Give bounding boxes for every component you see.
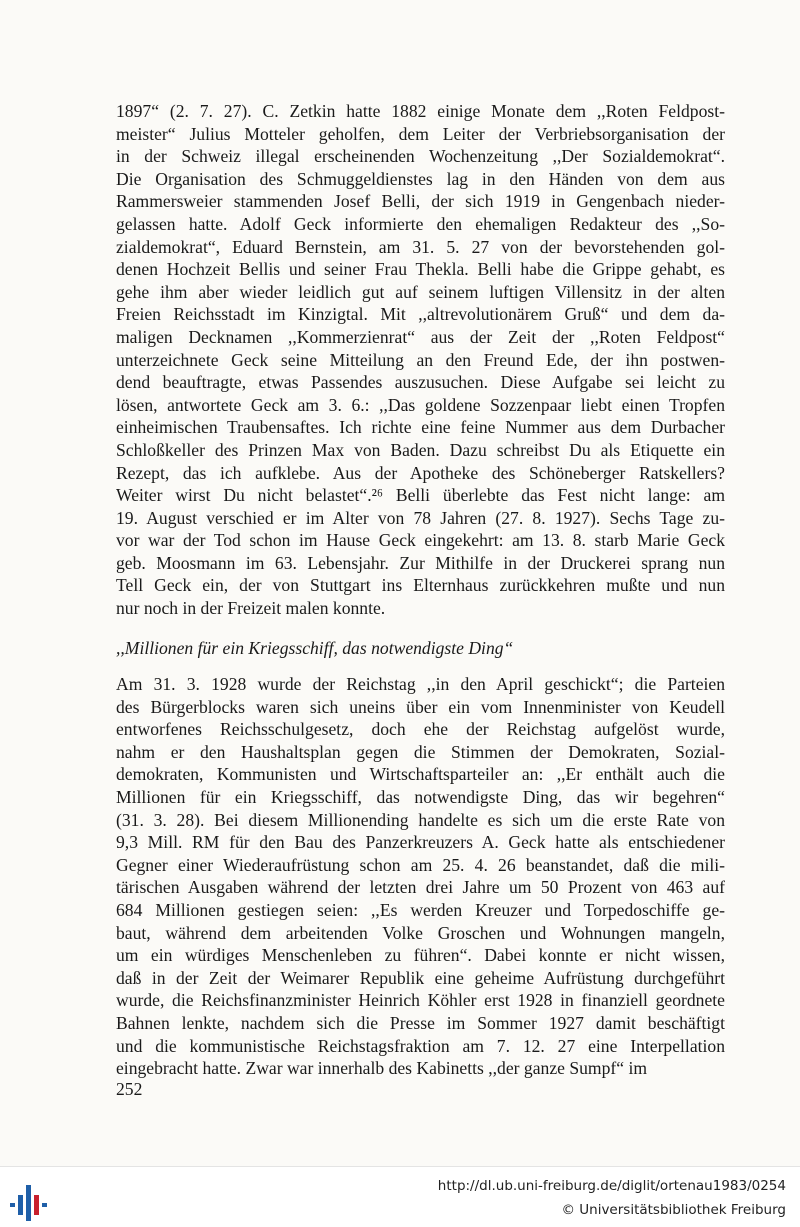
footer-url-link[interactable]: http://dl.ub.uni-freiburg.de/diglit/ortenau1983/0254 xyxy=(437,1178,786,1194)
text-line: 9,3 Mill. RM für den Bau des Panzerkreuzers A. Geck hatte als entschiedener xyxy=(116,832,725,853)
text-line: baut, während dem arbeitenden Volke Groschen und Wohnungen mangeln, xyxy=(116,922,725,943)
text-line: um ein würdiges Menschenleben zu führen“. Dabei konnte er nicht wissen, xyxy=(116,945,725,966)
text-line: Rammersweier stammenden Josef Belli, der sich 1919 in Gengenbach nieder- xyxy=(116,191,725,212)
text-line: nur noch in der Freizeit malen konnte. xyxy=(116,598,386,619)
text-line: Tell Geck ein, der von Stuttgart ins Elternhaus zurückkehren mußte und nun xyxy=(116,575,725,596)
text-line: dend beauftragte, etwas Passendes auszusuchen. Diese Aufgabe sei leicht zu xyxy=(116,372,725,393)
footer-credit: © Universitätsbibliothek Freiburg xyxy=(561,1202,786,1218)
text-line: tärischen Ausgaben während der letzten drei Jahre um 50 Prozent von 463 auf xyxy=(116,877,725,898)
text-line: meister“ Julius Motteler geholfen, dem Leiter der Verbriebsorganisation der xyxy=(116,123,725,144)
text-line: maligen Decknamen ,,Kommerzienrat“ aus der Zeit der ,,Roten Feldpost“ xyxy=(116,326,725,347)
text-line: entworfenes Reichsschulgesetz, doch ehe der Reichstag aufgelöst wurde, xyxy=(116,719,725,740)
text-line: in der Schweiz illegal erscheinenden Wochenzeitung ,,Der Sozialdemokrat“. xyxy=(116,146,725,167)
text-line: 19. August verschied er im Alter von 78 Jahren (27. 8. 1927). Sechs Tage zu- xyxy=(116,507,725,528)
text-line: Millionen für ein Kriegsschiff, das notwendigste Ding, das wir begehren“ xyxy=(116,786,725,807)
text-line: 684 Millionen gestiegen seien: ,,Es werden Kreuzer und Torpedoschiffe ge- xyxy=(116,899,725,920)
text-line: des Bürgerblocks waren sich uneins über ein vom Innenminister von Keudell xyxy=(116,696,725,717)
text-line: Freien Reichsstadt im Kinzigtal. Mit ,,altrevolutionärem Gruß“ und dem da- xyxy=(116,304,725,325)
text-line: Die Organisation des Schmuggeldienstes lag in den Händen von dem aus xyxy=(116,168,725,189)
text-line: Am 31. 3. 1928 wurde der Reichstag ,,in den April geschickt“; die Parteien xyxy=(116,674,725,694)
section-heading: ,,Millionen für ein Kriegsschiff, das notwendigste Ding“ xyxy=(116,638,514,658)
text-line: wurde, die Reichsfinanzminister Heinrich Köhler erst 1928 in finanziell geordnete xyxy=(116,990,725,1011)
text-line: nahm er den Haushaltsplan gegen die Stimmen der Demokraten, Sozial- xyxy=(116,741,725,762)
text-line: (31. 3. 28). Bei diesem Millionending handelte es sich um die erste Rate von xyxy=(116,809,725,830)
page-number: 252 xyxy=(116,1079,143,1099)
text-line: lösen, antwortete Geck am 3. 6.: ,,Das goldene Sozzenpaar liebt einen Tropfen xyxy=(116,394,725,415)
text-line: Gegner einer Wiederaufrüstung schon am 25. 4. 26 beanstandet, daß die mili- xyxy=(116,854,725,875)
ub-freiburg-logo-icon xyxy=(8,1183,54,1223)
text-line: daß in der Zeit der Weimarer Republik eine geheime Aufrüstung durchgeführt xyxy=(116,967,725,988)
text-line: demokraten, Kommunisten und Wirtschaftsparteiler an: ,,Er enthält auch die xyxy=(116,764,725,785)
footer-bar xyxy=(0,1166,800,1227)
text-line: Weiter wirst Du nicht belastet“.²⁶ Belli überlebte das Fest nicht lange: am xyxy=(116,485,725,506)
text-line: denen Hochzeit Bellis und seiner Frau Thekla. Belli habe die Grippe gehabt, es xyxy=(116,259,725,280)
text-line: Bahnen lenkte, nachdem sich die Presse im Sommer 1927 damit beschäftigt xyxy=(116,1012,725,1033)
text-line: zialdemokrat“, Eduard Bernstein, am 31. 5. 27 von der bevorstehenden gol- xyxy=(116,236,725,257)
paragraph-1 xyxy=(116,100,725,620)
text-line: und die kommunistische Reichstagsfraktion am 7. 12. 27 eine Interpellation xyxy=(116,1035,725,1056)
text-line: Schloßkeller des Prinzen Max von Baden. Dazu schreibst Du als Etiquette ein xyxy=(116,439,725,460)
text-line: geb. Moosmann im 63. Lebensjahr. Zur Mithilfe in der Druckerei sprang nun xyxy=(116,552,725,573)
paragraph-2 xyxy=(116,673,725,1080)
text-line: vor war der Tod schon im Hause Geck eingekehrt: am 13. 8. starb Marie Geck xyxy=(116,530,725,551)
text-line: eingebracht hatte. Zwar war innerhalb des Kabinetts ,,der ganze Sumpf“ im xyxy=(116,1058,648,1079)
text-line: Rezept, das ich aufklebe. Aus der Apotheke des Schöneberger Ratskellers? xyxy=(116,462,725,483)
text-line: einheimischen Traubensaftes. Ich richte eine feine Nummer aus dem Durbacher xyxy=(116,417,725,438)
text-line: gehe ihm aber wieder leidlich gut auf seinem luftigen Villensitz in der alten xyxy=(116,281,725,302)
text-line: 1897“ (2. 7. 27). C. Zetkin hatte 1882 einige Monate dem ,,Roten Feldpost- xyxy=(116,101,725,121)
text-line: gelassen hatte. Adolf Geck informierte den ehemaligen Redakteur des ,,So- xyxy=(116,213,725,234)
text-line: unterzeichnete Geck seine Mitteilung an den Freund Ede, der ihn postwen- xyxy=(116,349,725,370)
